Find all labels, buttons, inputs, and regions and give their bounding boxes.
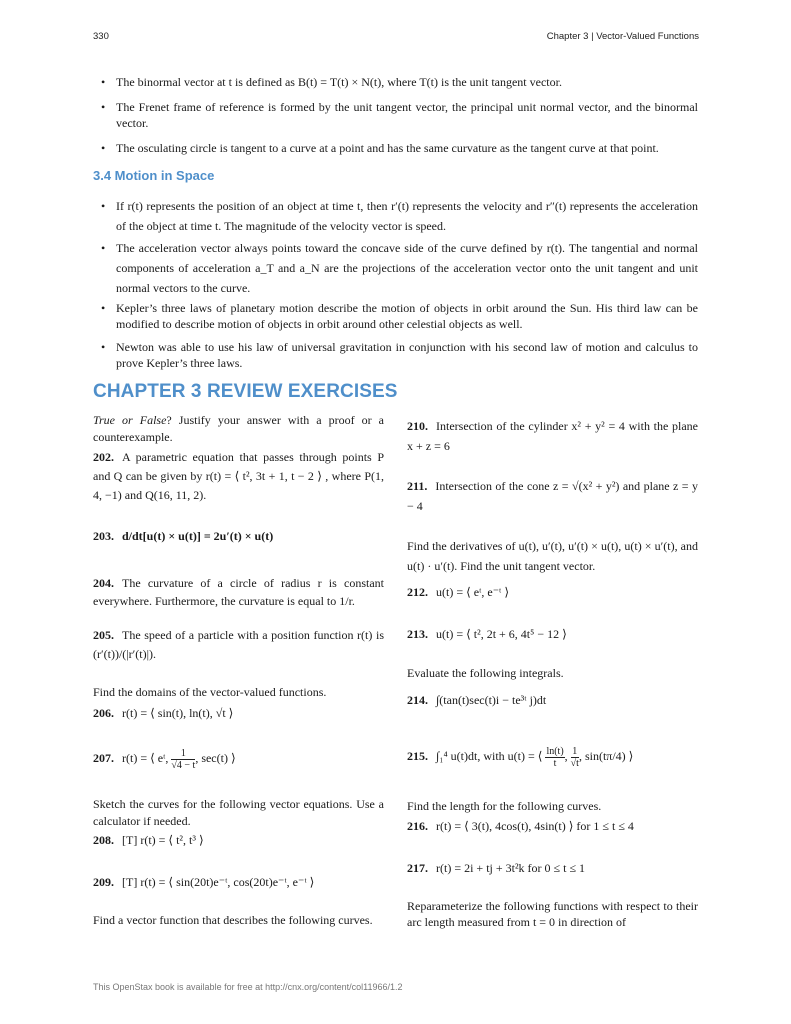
fraction-inv-sqrt	[571, 746, 579, 769]
exercise-number: 208.	[93, 833, 114, 847]
exercise-text: Intersection of the cylinder x² + y² = 4 with the plane x + z = 6	[407, 419, 698, 453]
exercise-text: u(t) = ⟨ t², 2t + 6, 4t⁵ − 12 ⟩	[436, 627, 567, 641]
exercise-text: r(t) = ⟨ 3(t), 4cos(t), 4sin(t) ⟩ for 1 ≤ t ≤ 4	[436, 819, 634, 833]
exercise-text: The curvature of a circle of radius r is constant everywhere. Furthermore, the curvature is equal to 1/r.	[93, 576, 384, 608]
exercise-text: ∫(tan(t)sec(t)i − te³ᵗ j)dt	[436, 693, 547, 707]
exercise-number: 213.	[407, 627, 428, 641]
running-header-chapter: Chapter 3 | Vector-Valued Functions	[546, 31, 699, 42]
exercise-203	[93, 528, 384, 545]
exercise-text: A parametric equation that passes through points P and Q can be given by r(t) = ⟨ t², 3t + 1, t − 2 ⟩ , where P(1, 4, −1) and Q(16, 11, 2).	[93, 450, 384, 502]
domains-instructions: Find the domains of the vector-valued functions.	[93, 685, 327, 699]
exercise-number: 205.	[93, 628, 114, 642]
exercise-215: 215. ∫₁⁴ u(t)dt, with u(t) = ⟨ $\frac{\ln(t)}{t}$ , $\frac{1}{√t}$ , sin(tπ/4) ⟩	[407, 745, 634, 769]
bullet-newton: • Newton was able to use his law of universal gravitation in conjunction with his second law of motion and calculus to prove Kepler’s three laws.	[116, 339, 698, 371]
exercise-number: 209.	[93, 875, 114, 889]
true-false-instructions	[93, 412, 384, 446]
exercise-text: Intersection of the cone z = √(x² + y²) and plane z = y − 4	[407, 479, 698, 513]
exercise-number: 203.	[93, 529, 114, 543]
exercise-text-end: , sec(t) ⟩	[195, 751, 236, 765]
exercise-text: r(t) = 2i + tj + 3t²k for 0 ≤ t ≤ 1	[436, 861, 586, 875]
sketch-instructions: Sketch the curves for the following vector equations. Use a calculator if needed.	[93, 797, 384, 828]
fraction-denominator: √4 − t	[171, 759, 196, 771]
fraction-denominator: t	[553, 757, 557, 769]
integrals-instructions: Evaluate the following integrals.	[407, 666, 564, 680]
exercise-number: 212.	[407, 585, 428, 599]
exercise-204	[93, 574, 384, 610]
page-number: 330	[93, 31, 109, 42]
true-false-label: True or False	[93, 413, 167, 427]
derivatives-instructions: Find the derivatives of u(t), u′(t), u′(t) × u(t), u(t) × u′(t), and u(t) · u′(t). Find the unit tangent vector.	[407, 539, 698, 573]
exercise-text: d/dt[u(t) × u(t)] = 2u′(t) × u(t)	[122, 529, 274, 543]
fraction-numerator: 1	[572, 745, 578, 757]
exercise-text: u(t) = ⟨ eᵗ, e⁻ᵗ ⟩	[436, 585, 510, 599]
exercise-number: 215.	[407, 749, 428, 763]
fraction-ln	[545, 746, 564, 769]
exercise-209	[93, 874, 384, 891]
exercise-207	[93, 746, 384, 771]
exercise-213	[407, 626, 698, 643]
exercise-number: 206.	[93, 706, 114, 720]
footer-attribution: This OpenStax book is available for free at http://cnx.org/content/col11966/1.2	[93, 982, 403, 992]
exercise-number: 216.	[407, 819, 428, 833]
exercise-number: 202.	[93, 450, 114, 464]
exercise-210	[407, 416, 698, 456]
exercise-number: 217.	[407, 861, 428, 875]
fraction-denominator: √t	[570, 757, 579, 769]
exercise-text: ∫₁⁴ u(t)dt, with u(t) = ⟨	[436, 749, 546, 763]
exercise-212	[407, 584, 698, 601]
exercise-214	[407, 692, 698, 709]
exercise-text: [T] r(t) = ⟨ t², t³ ⟩	[122, 833, 204, 847]
exercise-text-end: , sin(tπ/4) ⟩	[578, 749, 634, 763]
true-false-text: ? Justify your answer with a proof or a counterexample.	[93, 413, 384, 444]
fraction	[171, 748, 195, 771]
exercise-number: 204.	[93, 576, 114, 590]
exercise-202	[93, 448, 384, 505]
exercise-216	[407, 818, 698, 835]
bullet-position-velocity: • If r(t) represents the position of an object at time t, then r′(t) represents the velocity and r″(t) represents the acceleration of the object at time t. The magnitude of the velocity vector is speed.	[116, 196, 698, 236]
section-bullets	[116, 196, 698, 378]
vector-function-instructions: Find a vector function that describes the following curves.	[93, 913, 373, 927]
exercise-211	[407, 476, 698, 516]
bullet-osculating-circle: • The osculating circle is tangent to a curve at a point and has the same curvature as the tangent curve at that point.	[116, 140, 698, 156]
exercise-number: 211.	[407, 479, 428, 493]
bullet-kepler: • Kepler’s three laws of planetary motion describe the motion of objects in orbit around the Sun. His third law can be modified to describe motion of objects in orbit around other celestial objects as well.	[116, 300, 698, 332]
exercise-number: 210.	[407, 419, 428, 433]
chapter-review-heading: CHAPTER 3 REVIEW EXERCISES	[93, 381, 398, 402]
exercise-217	[407, 860, 698, 877]
exercise-text: r(t) = ⟨ sin(t), ln(t), √t ⟩	[122, 706, 234, 720]
exercise-text: The speed of a particle with a position function r(t) is (r′(t))/(|r′(t)|).	[93, 628, 384, 661]
exercise-number: 207.	[93, 751, 114, 765]
exercise-206	[93, 705, 384, 722]
bullet-frenet-frame: • The Frenet frame of reference is formed by the unit tangent vector, the principal unit normal vector, and the binormal vector.	[116, 99, 698, 131]
exercise-text: [T] r(t) = ⟨ sin(20t)e⁻ᵗ, cos(20t)e⁻ᵗ, e⁻ᵗ ⟩	[122, 875, 315, 889]
fraction-numerator: ln(t)	[546, 745, 564, 757]
bullet-binormal: • The binormal vector at t is defined as B(t) = T(t) × N(t), where T(t) is the unit tangent vector.	[116, 74, 698, 90]
exercise-text: r(t) = ⟨ eᵗ,	[122, 751, 172, 765]
bullet-acceleration: • The acceleration vector always points toward the concave side of the curve defined by r(t). The tangential and normal components of acceleration a_T and a_N are the projections of the acceleration vector onto the unit tangent and unit normal vectors to the curve.	[116, 238, 698, 298]
fraction-numerator: 1	[171, 748, 195, 760]
exercise-208	[93, 832, 384, 849]
reparameterize-instructions: Reparameterize the following functions with respect to their arc length measured from t = 0 in direction of	[407, 899, 698, 929]
summary-bullets-top	[116, 74, 698, 165]
exercise-205	[93, 626, 384, 664]
section-heading: 3.4 Motion in Space	[93, 168, 215, 183]
exercise-number: 214.	[407, 693, 428, 707]
length-instructions: Find the length for the following curves.	[407, 799, 602, 813]
